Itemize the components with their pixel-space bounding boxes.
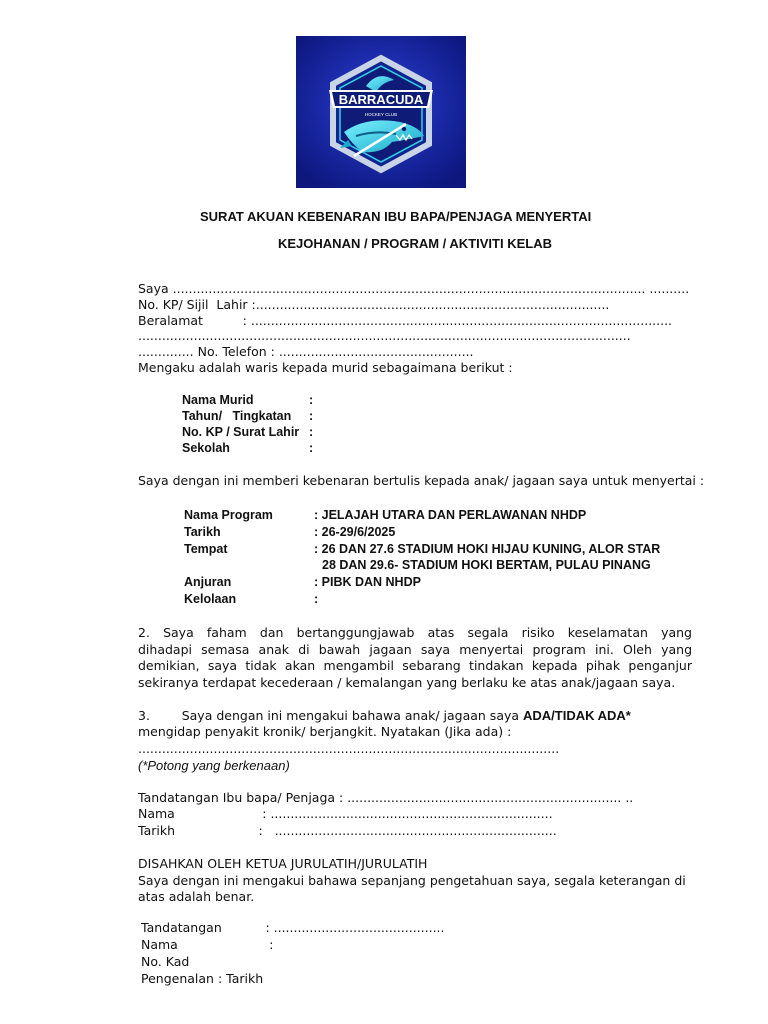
barracuda-logo-graphic (296, 36, 466, 188)
coach-heading: DISAHKAN OLEH KETUA JURULATIH/JURULATIH (138, 856, 428, 871)
document-title-line1: SURAT AKUAN KEBENARAN IBU BAPA/PENJAGA MENYERTAI (200, 209, 592, 224)
para3-line1 (138, 708, 631, 723)
program-field-label: Tarikh (184, 525, 221, 539)
program-field-value: : 26-29/6/2025 (314, 525, 396, 539)
coach-id-line: No. Kad (141, 954, 190, 969)
program-field-label: Anjuran (184, 575, 232, 589)
program-field-value: : PIBK DAN NHDP (314, 575, 421, 589)
para2-line: dihadapi semasa anak di bawah jagaan saya menyertai program ini. Oleh yang (138, 642, 692, 657)
logo-name-text: BARRACUDA (338, 92, 424, 107)
para3-line2: mengidap penyakit kronik/ berjangkit. Nyatakan (Jika ada) : (138, 724, 512, 739)
strike-note: (*Potong yang berkenaan) (138, 758, 290, 773)
parent-signature-line: Tandatangan Ibu bapa/ Penjaga : ..................................................................... .. (138, 790, 634, 805)
student-field-colon: : (309, 393, 314, 407)
student-field-colon: : (309, 441, 314, 455)
parent-signature-date: Tarikh : ....................................................................... (138, 823, 557, 838)
para3-line3: .......................................................................................................... (138, 741, 560, 756)
parent-kp-line: No. KP/ Sijil Lahir :......................................................................................... (138, 297, 610, 312)
parent-address-line: Beralamat : .......................................................................................................... (138, 313, 673, 328)
coach-name-line: Nama : (141, 937, 274, 952)
program-field-value: : 26 DAN 27.6 STADIUM HOKI HIJAU KUNING, ALOR STAR (314, 542, 661, 556)
student-field-colon: : (309, 425, 314, 439)
program-field-label: Kelolaan (184, 592, 237, 606)
coach-statement-line1: Saya dengan ini mengakui bahawa sepanjang pengetahuan saya, segala keterangan di (138, 873, 686, 888)
barracuda-logo (296, 36, 466, 188)
document-title-line2: KEJOHANAN / PROGRAM / AKTIVITI KELAB (278, 236, 552, 251)
program-field-label: Nama Program (184, 508, 273, 522)
logo-subtitle-text: HOCKEY CLUB (364, 112, 398, 117)
coach-signature-line: Tandatangan : ........................................... (141, 920, 445, 935)
para3-ada-tidak-ada: ADA/TIDAK ADA* (523, 708, 631, 723)
guardian-statement: Mengaku adalah waris kepada murid sebagaimana berikut : (138, 360, 513, 375)
parent-phone-line: .............. No. Telefon : ................................................. (138, 344, 474, 359)
student-field-colon: : (309, 409, 314, 423)
para2-line: sekiranya terdapat kecederaan / kemalangan yang berlaku ke atas anak/jagaan saya. (138, 675, 676, 690)
parent-address-line2: ............................................................................................................................ (138, 328, 631, 343)
student-field-label: Tahun/ Tingkatan (182, 409, 292, 423)
coach-statement-line2: atas adalah benar. (138, 889, 255, 904)
student-field-label: Sekolah (182, 441, 230, 455)
program-field-label: Tempat (184, 542, 228, 556)
student-field-label: Nama Murid (182, 393, 254, 407)
para2-line: demikian, saya tidak akan mengambil sebarang tindakan kepada pihak penganjur (138, 658, 692, 673)
student-field-label: No. KP / Surat Lahir (182, 425, 300, 439)
program-field-value: : (314, 592, 319, 606)
para2-line: 2. Saya faham dan bertanggungjawab atas segala risiko keselamatan yang (138, 625, 692, 640)
consent-statement: Saya dengan ini memberi kebenaran bertulis kepada anak/ jagaan saya untuk menyertai : (138, 473, 705, 488)
parent-name-line: Saya ....................................................................................................................... .......... (138, 281, 690, 296)
para3-text: 3. Saya dengan ini mengakui bahawa anak/ jagaan saya (138, 708, 524, 723)
parent-signature-name: Nama : ....................................................................... (138, 806, 553, 821)
program-field-value: 28 DAN 29.6- STADIUM HOKI BERTAM, PULAU PINANG (322, 558, 651, 572)
program-field-value: : JELAJAH UTARA DAN PERLAWANAN NHDP (314, 508, 587, 522)
coach-id-date-line: Pengenalan : Tarikh (141, 971, 264, 986)
